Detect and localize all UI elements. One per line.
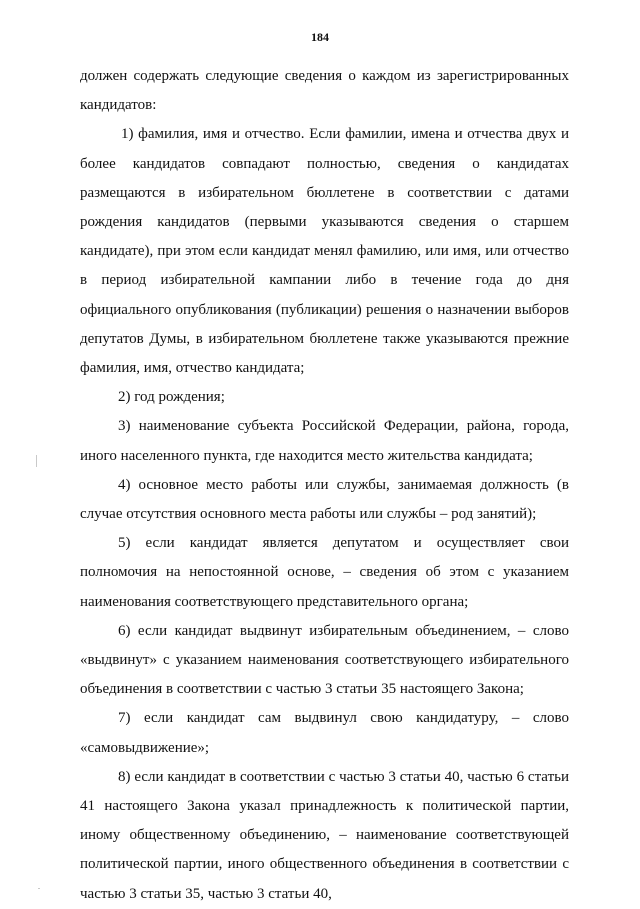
scan-mark-bottom-left [38, 888, 40, 889]
paragraph-item-8: 8) если кандидат в соответствии с частью 3 статьи 40, частью 6 статьи 41 настоящего Закона указал принадлежность к политической партии, иному общественному объединению, – наименование соответствующей политической партии, иного общественного объединения в соответствии с частью 3 статьи 35, частью 3 статьи 40, [80, 768, 569, 902]
paragraph-item-3: 3) наименование субъекта Российской Федерации, района, города, иного населенного пункта, где находится место жительства кандидата; [80, 418, 569, 464]
paragraph-item-4: 4) основное место работы или службы, занимаемая должность (в случае отсутствия основного места работы или службы – род занятий); [80, 476, 569, 523]
page-number: 184 [311, 30, 329, 44]
paragraph-intro: должен содержать следующие сведения о каждом из зарегистрированных кандидатов: [80, 68, 569, 114]
paragraph-item-5: 5) если кандидат является депутатом и осуществляет свои полномочия на непостоянной основе, – сведения об этом с указанием наименования соответствующего представительного органа; [80, 535, 569, 610]
paragraph-item-7: 7) если кандидат сам выдвинул свою кандидатуру, – слово «самовыдвижение»; [80, 710, 569, 756]
paragraph-item-6: 6) если кандидат выдвинут избирательным объединением, – слово «выдвинут» с указанием наименования соответствующего избирательного объединения в соответствии с частью 3 статьи 35 настоящего Закона; [80, 622, 569, 698]
document-body [80, 62, 569, 909]
paragraph-item-2: 2) год рождения; [118, 389, 225, 406]
paragraph-item-1: 1) фамилия, имя и отчество. Если фамилии, имена и отчества двух и более кандидатов совпадают полностью, сведения о кандидатах размещаются в избирательном бюллетене в соответствии с датами рождения кандидатов (первыми указываются сведения о старшем кандидате), при этом если кандидат менял фамилию, или имя, или отчество в период избирательной кампании либо в течение года до дня официального опубликования (публикации) решения о назначении выборов депутатов Думы, в избирательном бюллетене также указываются прежние фамилия, имя, отчество кандидата; [80, 126, 569, 377]
scan-mark-left [36, 455, 37, 467]
